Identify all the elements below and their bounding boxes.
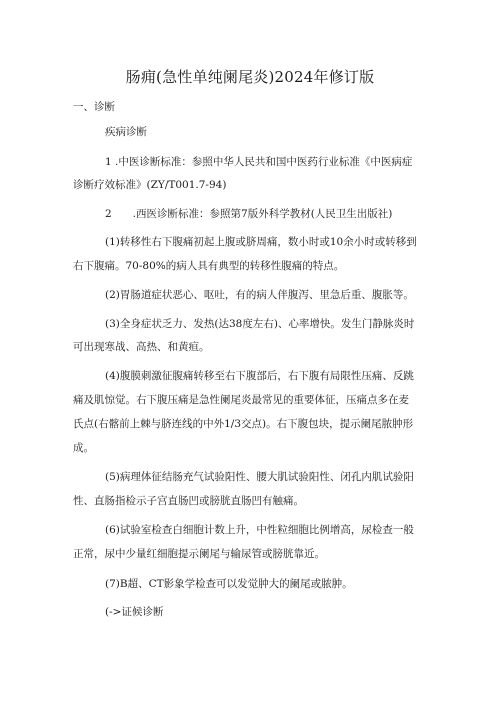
paragraph-line: 诊断疗效标准》(ZY/T001.7-94) [73,179,227,191]
paragraph-line: (2)胃肠道症状恶心、呕吐，有的病人伴腹泻、里急后重、腹胀等。 [105,289,414,301]
paragraph-line: (7)B超、CT影象学检查可以发觉肿大的阑尾或脓肿。 [105,578,353,590]
subheading-disease-diagnosis: 疾病诊断 [105,126,147,138]
paragraph-line: 成。 [73,442,94,454]
paragraph-line: 性、直肠指检示子宫直肠凹或膀胱直肠凹有触痛。 [73,495,304,507]
paragraph-line: 右下腹痛。70-80%的病人具有典型的转移性腹痛的特点。 [73,260,345,272]
paragraph-line: 正常，尿中少量红细胞提示阑尾与输尿管或膀胱靠近。 [73,548,325,560]
paragraph-line: (1)转移性右下腹痛初起上腹或脐周痛，数小时或10余小时或转移到 [105,236,417,248]
paragraph-line: 痛及肌惊觉。右下腹压痛是急性阑尾炎最常见的重要体征，压痛点多在麦 [73,394,409,406]
paragraph-line: 1 .中医诊断标准：参照中华人民共和国中医药行业标准《中医病症 [105,156,413,168]
paragraph-line: 可出现寒战、高热、和黄疸。 [73,341,210,353]
document-title: 肠痈(急性单纯阑尾炎)2024年修订版 [125,68,375,86]
paragraph-line: (4)腹膜刺激征腹痛转移至右下腹部后，右下腹有局限性压痛、反跳 [105,370,414,382]
section-heading-diagnosis: 一、诊断 [73,101,115,113]
paragraph-line: (6)试验室检查白细胞计数上升，中性粒细胞比例增高，尿检查一般 [105,524,414,536]
paragraph-line: 2 .西医诊断标准：参照第7版外科学教材(人民卫生出版社) [105,208,393,220]
paragraph-line: (3)全身症状乏力、发热(达38度左右)、心率增快。发生门静脉炎时 [105,318,415,330]
paragraph-line: (5)病理体征结肠充气试验阳性、腰大肌试验阳性、闭孔内肌试验阳 [105,471,414,483]
paragraph-line: 氏点(右髂前上棘与脐连线的中外1/3交点)。右下腹包块，提示阑尾脓肿形 [73,418,414,430]
subheading-syndrome-diagnosis: (->证候诊断 [105,606,164,618]
